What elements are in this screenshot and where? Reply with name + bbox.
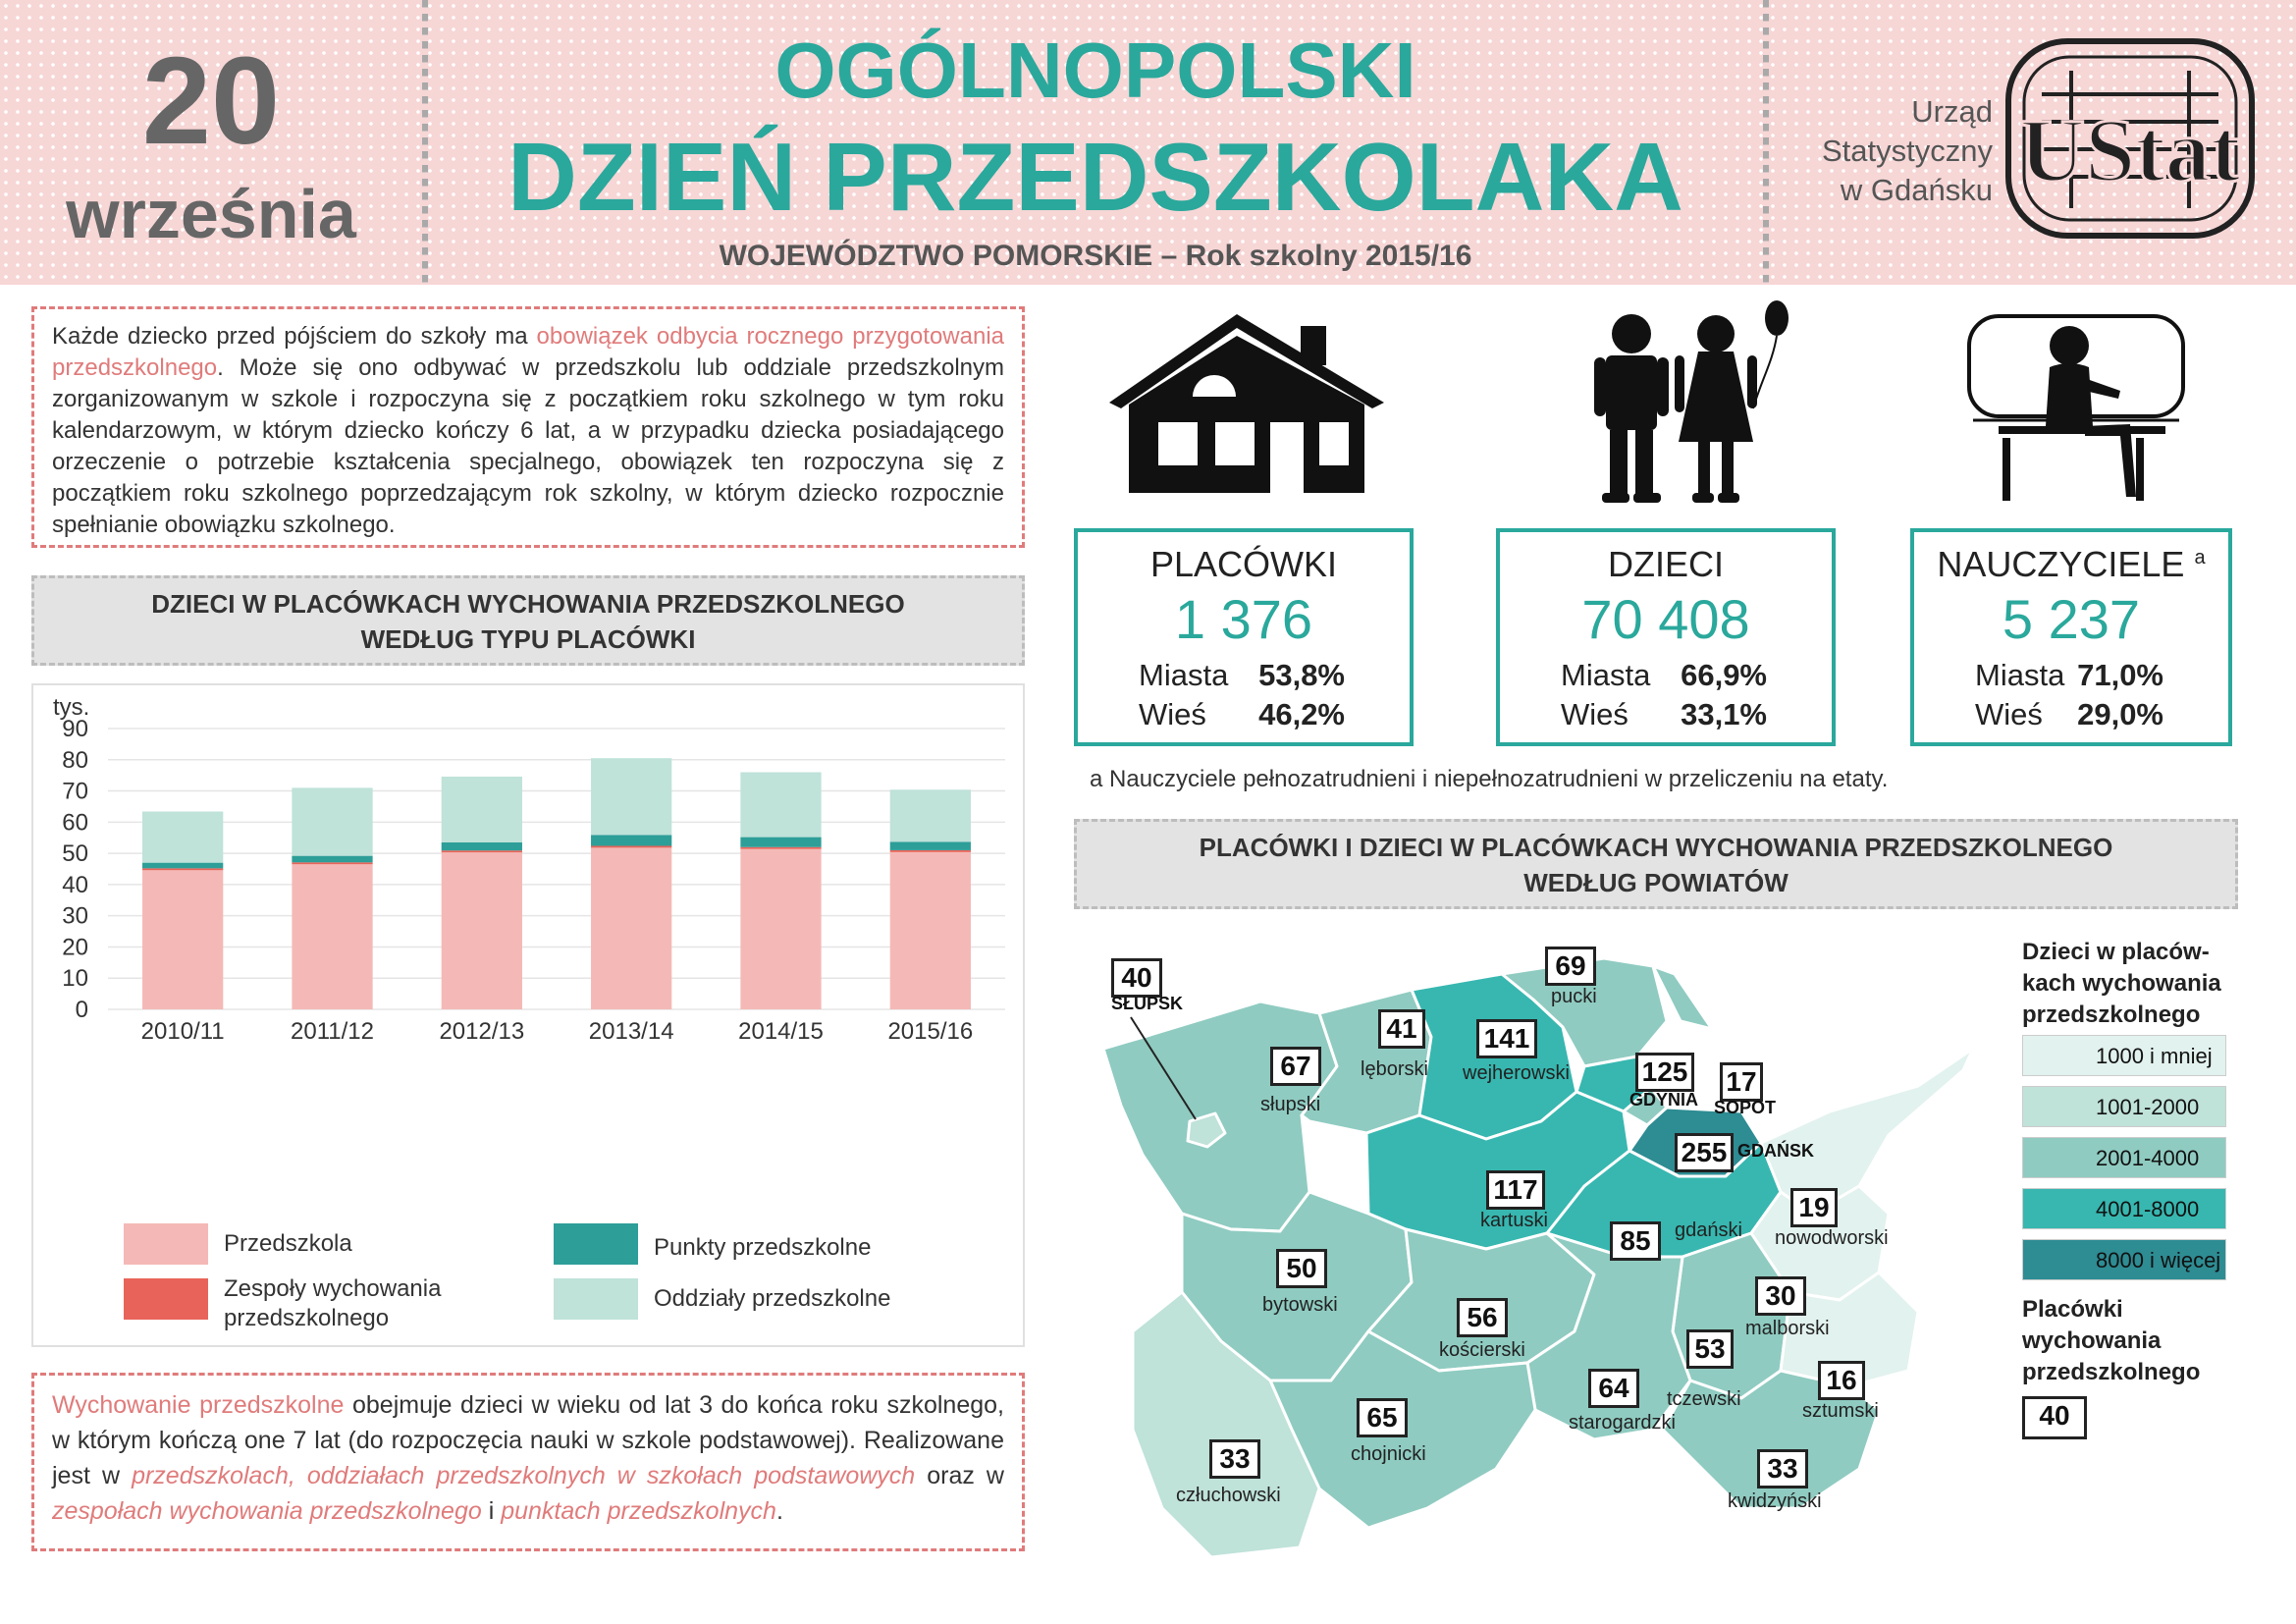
legend-label-zespoly <box>224 1274 441 1333</box>
stat-row-label: Miasta <box>1975 658 2065 692</box>
stat-row-value: 66,9% <box>1681 658 1767 692</box>
label-malborski: malborski <box>1745 1318 1830 1339</box>
bar-segment <box>292 864 372 1009</box>
bar-segment <box>292 862 372 864</box>
stat-title <box>1914 544 2228 585</box>
map-legend-title-line: Dzieci w placów- <box>2022 939 2210 965</box>
label-gdanski: gdański <box>1675 1219 1742 1241</box>
y-tick-label: 60 <box>62 809 88 837</box>
stat-row-label: Wieś <box>1561 697 1629 731</box>
y-axis-label: tys. <box>53 694 90 721</box>
legend-swatch-oddzialy <box>554 1278 638 1320</box>
page-title-line1: OGÓLNOPOLSKI <box>774 27 1416 114</box>
outro-italic: przedszkolach, oddziałach przedszkolnych w szkołach podstawowych <box>132 1462 916 1489</box>
y-tick-label: 50 <box>62 840 88 868</box>
intro-text: . Może się ono odbywać w przedszkolu lub oddziale przedszkolnym zorganizowanym w szkole i rozpoczyna się z początkiem roku szkolnego w tym roku kalendarzowym, w którym dziecko kończy 6 lat, a w przypadku dziecka posiadającego orzeczenie o potrzebie kształcenia specjalnego, obowiązek ten rozpoczyna się z początkiem roku szkolnego poprzedzającym rok szkolny, w którym dziecko rozpocznie spełnianie obowiązku szkolnego. <box>52 354 1004 538</box>
label-chojnicki: chojnicki <box>1351 1443 1426 1465</box>
bar-segment <box>142 870 223 1009</box>
date-month: września <box>66 176 356 252</box>
x-tick-label: 2015/16 <box>887 1018 974 1045</box>
bar-segment <box>442 852 522 1009</box>
stat-title-text: NAUCZYCIELE <box>1937 544 2185 584</box>
bar-segment <box>292 787 372 855</box>
office-line: Statystyczny <box>1822 134 1993 168</box>
outro-highlight: Wychowanie przedszkolne <box>52 1391 345 1419</box>
legend-swatch-zespoly <box>124 1278 208 1320</box>
count-starogardzki: 64 <box>1588 1369 1639 1408</box>
bar-segment <box>591 845 671 847</box>
count-kartuski: 117 <box>1486 1170 1545 1210</box>
stat-row-value: 71,0% <box>2077 658 2163 692</box>
legend-label-przedszkola: Przedszkola <box>224 1230 352 1257</box>
map-banner <box>1074 819 2238 909</box>
outro-italic: punktach przedszkolnych <box>501 1497 776 1525</box>
stat-row-label: Miasta <box>1561 658 1651 692</box>
bar-segment <box>890 789 971 841</box>
label-leborski: lęborski <box>1361 1058 1428 1080</box>
office-name <box>1777 92 1993 210</box>
label-tczewski: tczewski <box>1667 1388 1741 1410</box>
map-legend-title-line: kach wychowania <box>2022 970 2221 997</box>
map-legend2-line: wychowania <box>2022 1327 2162 1354</box>
chart-banner-line: WEDŁUG TYPU PLACÓWKI <box>360 624 696 654</box>
map-legend-bin: 2001-4000 <box>2022 1137 2226 1178</box>
footnote: a Nauczyciele pełnozatrudnieni i niepełnozatrudnieni w przeliczeniu na etaty. <box>1090 766 1889 792</box>
outro-text: obejmuje dzieci w wieku od lat 3 do końca roku szkolnego, w którym kończą one 7 lat (do rozpoczęcia nauki w szkole podstawowej). Realizowane jest w <box>52 1391 1004 1489</box>
label-gdansk: GDAŃSK <box>1737 1141 1815 1161</box>
count-chojnicki: 65 <box>1357 1398 1408 1437</box>
count-kwidzynski: 33 <box>1757 1449 1808 1489</box>
svg-text:UStat: UStat <box>2019 100 2241 200</box>
teacher-icon <box>1963 310 2189 507</box>
map-legend-bin: 1001-2000 <box>2022 1086 2226 1127</box>
label-bytowski: bytowski <box>1262 1294 1338 1316</box>
stat-row-label: Wieś <box>1139 697 1206 731</box>
chart-banner <box>31 575 1025 666</box>
y-tick-label: 90 <box>62 716 88 742</box>
header-banner <box>0 0 2296 285</box>
legend-label-oddzialy: Oddziały przedszkolne <box>654 1285 891 1312</box>
y-tick-label: 20 <box>62 934 88 961</box>
bar-segment <box>740 847 821 849</box>
label-nowodworski: nowodworski <box>1775 1227 1889 1249</box>
outro-text: oraz w <box>915 1462 1004 1489</box>
count-sztumski: 16 <box>1818 1361 1865 1400</box>
stat-row-label: Wieś <box>1975 697 2043 731</box>
outro-text: i <box>481 1497 502 1525</box>
bar-segment <box>740 849 821 1009</box>
x-tick-label: 2014/15 <box>738 1018 824 1045</box>
y-tick-label: 70 <box>62 778 88 805</box>
bar-segment <box>442 842 522 850</box>
bar-segment <box>890 850 971 852</box>
x-tick-label: 2012/13 <box>439 1018 525 1045</box>
x-tick-label: 2010/11 <box>140 1018 225 1045</box>
y-tick-label: 40 <box>62 871 88 898</box>
bar-segment <box>890 841 971 850</box>
map-legend-bin: 4001-8000 <box>2022 1188 2226 1229</box>
outro-text: . <box>775 1497 783 1525</box>
x-tick-label: 2013/14 <box>588 1018 674 1045</box>
bar-segment <box>142 868 223 870</box>
children-icon <box>1580 293 1806 511</box>
bar-segment <box>442 777 522 842</box>
stat-row-label: Miasta <box>1139 658 1229 692</box>
count-czluchowski: 33 <box>1209 1439 1260 1479</box>
count-tczewski: 53 <box>1686 1329 1734 1369</box>
bar-segment <box>142 863 223 869</box>
intro-text: Każde dziecko przed pójściem do szkoły ma <box>52 323 537 350</box>
count-gdansk: 255 <box>1675 1133 1734 1172</box>
x-tick-label: 2011/12 <box>291 1018 374 1045</box>
label-slupsk-city: SŁUPSK <box>1111 994 1184 1013</box>
count-gdynia: 125 <box>1635 1053 1694 1092</box>
map-legend2-line: Placówki <box>2022 1296 2123 1323</box>
page-subtitle: WOJEWÓDZTWO POMORSKIE – Rok szkolny 2015/16 <box>719 240 1472 272</box>
label-kartuski: kartuski <box>1480 1210 1548 1231</box>
bar-segment <box>740 838 821 847</box>
bar-segment <box>442 850 522 852</box>
map-legend-bin: 1000 i mniej <box>2022 1035 2226 1076</box>
stat-row-value: 53,8% <box>1258 658 1345 692</box>
label-wejherowski: wejherowski <box>1463 1062 1570 1084</box>
count-wejherowski: 141 <box>1476 1019 1537 1058</box>
bar-segment <box>142 812 223 863</box>
legend-label-line: Zespoły wychowania <box>224 1275 442 1302</box>
stat-box-dzieci <box>1496 528 1836 746</box>
y-tick-label: 10 <box>62 965 88 993</box>
map-legend2-line: przedszkolnego <box>2022 1359 2201 1385</box>
chart-banner-line: DZIECI W PLACÓWKACH WYCHOWANIA PRZEDSZKOLNEGO <box>151 589 905 619</box>
map-legend2-sample: 40 <box>2022 1396 2087 1439</box>
footnote-marker: a <box>2194 547 2206 568</box>
stat-box-placowki <box>1074 528 1414 746</box>
label-kwidzynski: kwidzyński <box>1728 1490 1822 1512</box>
legend-label-punkty: Punkty przedszkolne <box>654 1234 872 1261</box>
outro-textbox <box>31 1373 1025 1551</box>
count-leborski: 41 <box>1378 1009 1425 1049</box>
label-gdynia: GDYNIA <box>1629 1090 1699 1110</box>
stat-row-value: 29,0% <box>2077 697 2163 731</box>
label-sztumski: sztumski <box>1802 1400 1879 1422</box>
outro-italic: zespołach wychowania przedszkolnego <box>52 1497 482 1525</box>
bar-segment <box>292 856 372 863</box>
intro-textbox <box>31 306 1025 548</box>
count-malborski: 30 <box>1755 1276 1806 1316</box>
y-tick-label: 30 <box>62 902 88 930</box>
map-banner-line: PLACÓWKI I DZIECI W PLACÓWKACH WYCHOWANIA PRZEDSZKOLNEGO <box>1199 833 2113 862</box>
stat-row-value: 33,1% <box>1681 697 1767 731</box>
bar-segment <box>740 772 821 837</box>
y-tick-label: 80 <box>62 746 88 774</box>
bar-segment <box>591 835 671 845</box>
bar-segment <box>890 852 971 1009</box>
bar-segment <box>591 758 671 835</box>
stat-value: 1 376 <box>1174 588 1313 650</box>
count-bytowski: 50 <box>1276 1249 1327 1288</box>
bar-segment <box>591 847 671 1009</box>
legend-swatch-punkty <box>554 1223 638 1265</box>
legend-label-line: przedszkolnego <box>224 1305 390 1331</box>
label-koscierski: kościerski <box>1439 1339 1525 1361</box>
stat-title: PLACÓWKI <box>1149 544 1338 584</box>
count-koscierski: 56 <box>1457 1298 1508 1337</box>
label-pucki: pucki <box>1551 986 1597 1007</box>
ustat-logo <box>2002 35 2258 242</box>
house-icon <box>1099 306 1394 503</box>
stat-title: DZIECI <box>1607 544 1724 584</box>
page-title-line2: DZIEŃ PRZEDSZKOLAKA <box>507 123 1683 231</box>
y-tick-label: 0 <box>75 997 88 1023</box>
stat-row-value: 46,2% <box>1258 697 1345 731</box>
date-day: 20 <box>141 31 281 170</box>
label-czluchowski: człuchowski <box>1176 1485 1281 1506</box>
count-pucki: 69 <box>1545 947 1596 986</box>
chart-panel <box>31 683 1025 1347</box>
header-divider <box>1763 0 1769 285</box>
count-slupsk-city: 40 <box>1111 958 1162 998</box>
stat-value: 70 408 <box>1581 588 1750 650</box>
stat-box-nauczyciele <box>1910 528 2232 746</box>
count-gdanski: 85 <box>1610 1221 1661 1261</box>
count-slupski: 67 <box>1270 1047 1321 1086</box>
label-slupski: słupski <box>1260 1094 1321 1115</box>
map-legend2-title <box>2022 1294 2248 1388</box>
map-legend-title <box>2022 937 2248 1031</box>
legend-swatch-przedszkola <box>124 1223 208 1265</box>
label-sopot: SOPOT <box>1714 1098 1777 1117</box>
stat-value: 5 237 <box>2002 588 2141 650</box>
office-line: w Gdańsku <box>1840 173 1993 207</box>
office-line: Urząd <box>1911 94 1993 129</box>
label-starogardzki: starogardzki <box>1569 1412 1676 1434</box>
map-legend-bin: 8000 i więcej <box>2022 1239 2226 1280</box>
map-legend-title-line: przedszkolnego <box>2022 1001 2201 1028</box>
count-sopot: 17 <box>1720 1062 1763 1102</box>
count-nowodworski: 19 <box>1790 1188 1838 1227</box>
intro-highlight: obowiązek odbycia rocznego przygotowania przedszkolnego <box>52 323 1004 381</box>
map-banner-line: WEDŁUG POWIATÓW <box>1523 868 1789 897</box>
